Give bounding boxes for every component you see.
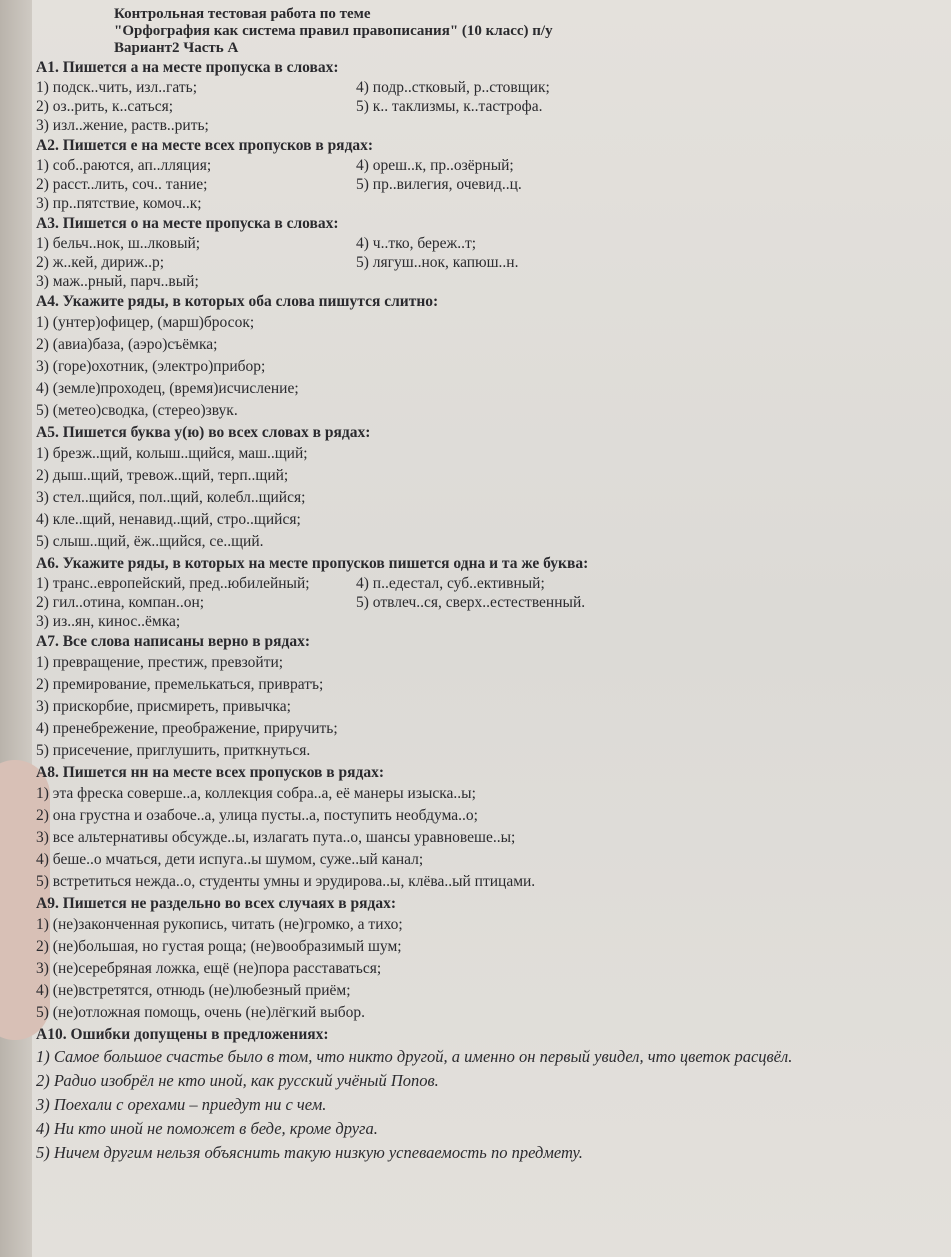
answer-option: 3) из..ян, кинос..ёмка; [36, 613, 181, 630]
answer-option: 2) расст..лить, соч.. тание; [36, 176, 208, 193]
answer-option: 1) соб..раются, ап..лляция; [36, 157, 212, 174]
answer-option: 3) маж..рный, парч..вый; [36, 273, 199, 290]
question-block [36, 293, 941, 422]
question-block [36, 895, 941, 1024]
answer-options [36, 574, 941, 631]
answer-option: 5) встретиться нежда..о, студенты умны и эрудирова..ы, клёва..ый птицами. [36, 873, 536, 890]
answer-option: 5) отвлеч..ся, сверх..естественный. [356, 594, 586, 611]
answer-option: 4) Ни кто иной не поможет в беде, кроме друга. [36, 1119, 378, 1138]
answer-option: 4) пренебрежение, преображение, приручить; [36, 720, 338, 737]
answer-option: 3) изл..жение, раств..рить; [36, 117, 209, 134]
answer-option: 4) беше..о мчаться, дети испуга..ы шумом, суже..ый канал; [36, 851, 424, 868]
question-block [36, 633, 941, 762]
answer-options [36, 78, 941, 135]
question-block [36, 215, 941, 291]
answer-option: 1) подск..чить, изл..гать; [36, 79, 198, 96]
question-title: А3. Пишется о на месте пропуска в словах: [36, 215, 339, 232]
answer-option: 4) ореш..к, пр..озёрный; [356, 157, 514, 174]
answer-option: 1) (унтер)офицер, (марш)бросок; [36, 314, 255, 331]
answer-option: 3) все альтернативы обсужде..ы, излагать пута..о, шансы уравновеше..ы; [36, 829, 516, 846]
answer-option: 3) прискорбие, присмиреть, привычка; [36, 698, 291, 715]
answer-option: 4) (не)встретятся, отнюдь (не)любезный приём; [36, 982, 351, 999]
answer-option: 5) присечение, приглушить, приткнуться. [36, 742, 311, 759]
answer-option: 1) эта фреска соверше..а, коллекция собра..а, её манеры изыска..ы; [36, 785, 476, 802]
question-title: А6. Укажите ряды, в которых на месте пропусков пишется одна и та же буква: [36, 555, 589, 572]
answer-option [356, 272, 941, 291]
answer-option: 5) лягуш..нок, капюш..н. [356, 254, 519, 271]
answer-option: 2) Радио изобрёл не кто иной, как русский учёный Попов. [36, 1071, 439, 1090]
answer-option: 1) брезж..щий, колыш..щийся, маш..щий; [36, 445, 308, 462]
answer-options [36, 234, 941, 291]
question-block [36, 555, 941, 631]
test-subtitle: "Орфография как система правил правописания" (10 класс) п/у [114, 23, 553, 39]
question-block [36, 424, 941, 553]
answer-options [36, 1045, 941, 1165]
answer-option: 3) пр..пятствие, комоч..к; [36, 195, 202, 212]
page-shadow [0, 0, 32, 1257]
answer-option: 4) кле..щий, ненавид..щий, стро..щийся; [36, 511, 301, 528]
answer-option: 2) дыш..щий, тревож..щий, терп..щий; [36, 467, 289, 484]
question-block [36, 59, 941, 135]
answer-options [36, 783, 941, 893]
answer-option: 1) бельч..нок, ш..лковый; [36, 235, 201, 252]
answer-option: 1) транс..европейский, пред..юбилейный; [36, 575, 310, 592]
question-title: А5. Пишется буква у(ю) во всех словах в рядах: [36, 424, 371, 441]
answer-option: 4) (земле)проходец, (время)исчисление; [36, 380, 299, 397]
question-title: А7. Все слова написаны верно в рядах: [36, 633, 311, 650]
answer-option: 1) превращение, престиж, превзойти; [36, 654, 284, 671]
questions-list [36, 59, 941, 1165]
answer-options [36, 652, 941, 762]
test-header [114, 6, 941, 57]
answer-options [36, 443, 941, 553]
answer-option: 3) (не)серебряная ложка, ещё (не)пора расставаться; [36, 960, 382, 977]
test-variant: Вариант2 Часть А [114, 40, 239, 56]
answer-option: 2) она грустна и озабоче..а, улица пусты..а, поступить необдума..о; [36, 807, 478, 824]
answer-option: 2) гил..отина, компан..он; [36, 594, 205, 611]
question-title: А1. Пишется а на месте пропуска в словах: [36, 59, 339, 76]
question-block [36, 137, 941, 213]
answer-options [36, 156, 941, 213]
answer-option: 1) Самое большое счастье было в том, что никто другой, а именно он первый увидел, что цветок расцвёл. [36, 1047, 793, 1066]
answer-option [356, 116, 941, 135]
answer-option: 5) к.. таклизмы, к..тастрофа. [356, 98, 543, 115]
question-block [36, 764, 941, 893]
answer-option: 2) премирование, премелькаться, привратъ; [36, 676, 324, 693]
answer-options [36, 914, 941, 1024]
answer-option [356, 612, 941, 631]
answer-option: 2) (не)большая, но густая роща; (не)вообразимый шум; [36, 938, 402, 955]
answer-option: 4) п..едестал, суб..ективный; [356, 575, 545, 592]
question-title: А10. Ошибки допущены в предложениях: [36, 1026, 329, 1043]
question-block [36, 1026, 941, 1165]
answer-option: 5) слыш..щий, ёж..щийся, се..щий. [36, 533, 264, 550]
answer-option: 5) (метео)сводка, (стерео)звук. [36, 402, 238, 419]
answer-option: 5) Ничем другим нельзя объяснить такую низкую успеваемость по предмету. [36, 1143, 583, 1162]
answer-option: 5) пр..вилегия, очевид..ц. [356, 176, 522, 193]
answer-option: 3) (горе)охотник, (электро)прибор; [36, 358, 266, 375]
answer-option: 4) ч..тко, береж..т; [356, 235, 477, 252]
answer-option: 2) (авиа)база, (аэро)съёмка; [36, 336, 218, 353]
answer-option: 4) подр..стковый, р..стовщик; [356, 79, 550, 96]
answer-options [36, 312, 941, 422]
test-title: Контрольная тестовая работа по теме [114, 6, 371, 22]
answer-option [356, 194, 941, 213]
answer-option: 2) ж..кей, дириж..р; [36, 254, 165, 271]
question-title: А9. Пишется не раздельно во всех случаях в рядах: [36, 895, 397, 912]
answer-option: 2) оз..рить, к..саться; [36, 98, 174, 115]
question-title: А4. Укажите ряды, в которых оба слова пишутся слитно: [36, 293, 439, 310]
question-title: А8. Пишется нн на месте всех пропусков в рядах: [36, 764, 385, 781]
answer-option: 5) (не)отложная помощь, очень (не)лёгкий выбор. [36, 1004, 365, 1021]
answer-option: 3) Поехали с орехами – приедут ни с чем. [36, 1095, 327, 1114]
answer-option: 1) (не)законченная рукопись, читать (не)громко, а тихо; [36, 916, 403, 933]
test-content [36, 6, 941, 1165]
question-title: А2. Пишется е на месте всех пропусков в рядах: [36, 137, 374, 154]
answer-option: 3) стел..щийся, пол..щий, колебл..щийся; [36, 489, 306, 506]
